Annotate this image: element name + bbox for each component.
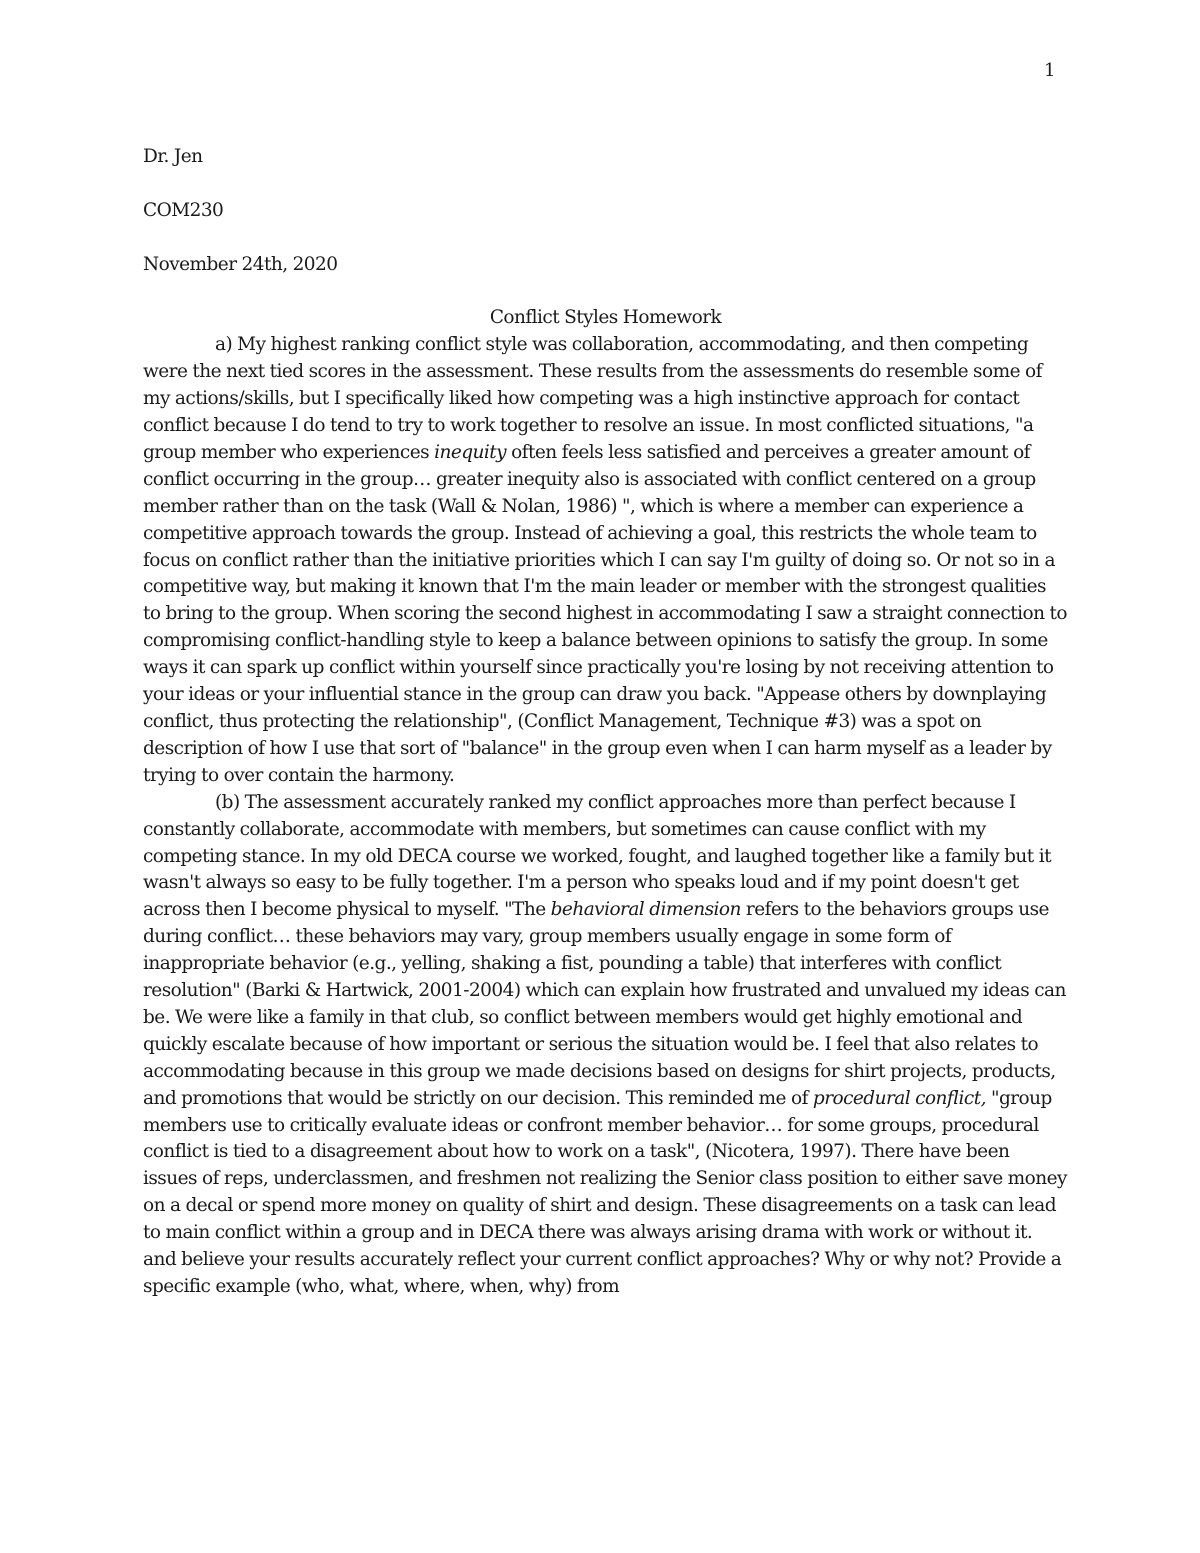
page-number: 1 xyxy=(1044,60,1056,81)
paragraph-a-text-1: a) My highest ranking conflict style was collaboration, accommodating, and then competing were the next tied scores in the assessment. These results from the assessments do resemble some of my actions/skills, but I specifically liked how competing was a high instinctive approach for contact conflict because I do tend to try to work together to resolve an issue. In most conflicted situations, "a group member who experiences xyxy=(143,334,1042,463)
document-title: Conflict Styles Homework xyxy=(489,307,722,329)
paragraph-a xyxy=(143,332,1068,789)
document-body xyxy=(143,144,1068,1301)
instructor-name: Dr. Jen xyxy=(143,146,203,167)
paragraph-b-text-2: refers to the behaviors groups use during conflict… these behaviors may vary, group members usually engage in some form of inappropriate behavior (e.g., yelling, shaking a fist, pounding a table) that interferes with conflict resolution" (Barki & Hartwick, 2001-2004) which can explain how frustrated and unvalued my ideas can be. We were like a family in that club, so conflict between members would get highly emotional and quickly escalate because of how important or serious the situation would be. I feel that also relates to accommodating because in this group we made decisions based on designs for shirt projects, products, and promotions that would be strictly on our decision. This reminded me of xyxy=(143,899,1066,1109)
paragraph-b xyxy=(143,790,1068,1301)
submission-date: November 24th, 2020 xyxy=(143,253,338,275)
paragraph-b-text-3: "group members use to critically evaluate ideas or confront member behavior… for some groups, procedural conflict is tied to a disagreement about how to work on a task", (Nicotera, 1997). There have been issues of reps, underclassmen, and freshmen not realizing the Senior class position to either save money on a decal or spend more money on quality of shirt and design. These disagreements on a task can lead to main conflict within a group and in DECA there was always arising drama with work or without it. and believe your results accurately reflect your current conflict approaches? Why or why not? Provide a specific example (who, what, where, when, why) from xyxy=(143,1087,1067,1297)
paragraph-a-text-2: often feels less satisfied and perceives a greater amount of conflict occurring in the group… greater inequity also is associated with conflict centered on a group member rather than on the task (Wall & Nolan, 1986) ", which is where a member can experience a competitive approach towards the group. Instead of achieving a goal, this restricts the whole team to focus on conflict rather than the initiative priorities which I can say I'm guilty of doing so. Or not so in a competitive way, but making it known that I'm the main leader or member with the strongest qualities to bring to the group. When scoring the second highest in accommodating I saw a straight connection to compromising conflict-handling style to keep a balance between opinions to satisfy the group. In some ways it can spark up conflict within yourself since practically you're losing by not receiving attention to your ideas or your influential stance in the group can draw you back. "Appease others by downplaying conflict, thus protecting the relationship", (Conflict Management, Technique #3) was a spot on description of how I use that sort of "balance" in the group even when I can harm myself as a leader by trying to over contain the harmony. xyxy=(143,441,1067,786)
course-code: COM230 xyxy=(143,199,224,221)
paragraph-b-text-1: (b) The assessment accurately ranked my conflict approaches more than perfect because I constantly collaborate, accommodate with members, but sometimes can cause conflict with my competing stance. In my old DECA course we worked, fought, and laughed together like a family but it wasn't always so easy to be fully together. I'm a person who speaks loud and if my point doesn't get across then I become physical to myself. "The xyxy=(143,791,1051,921)
paragraph-a-italic-1: inequity xyxy=(434,441,507,463)
paragraph-b-italic-1: behavioral dimension xyxy=(550,899,741,921)
paragraph-b-italic-2: procedural conflict, xyxy=(812,1087,986,1109)
